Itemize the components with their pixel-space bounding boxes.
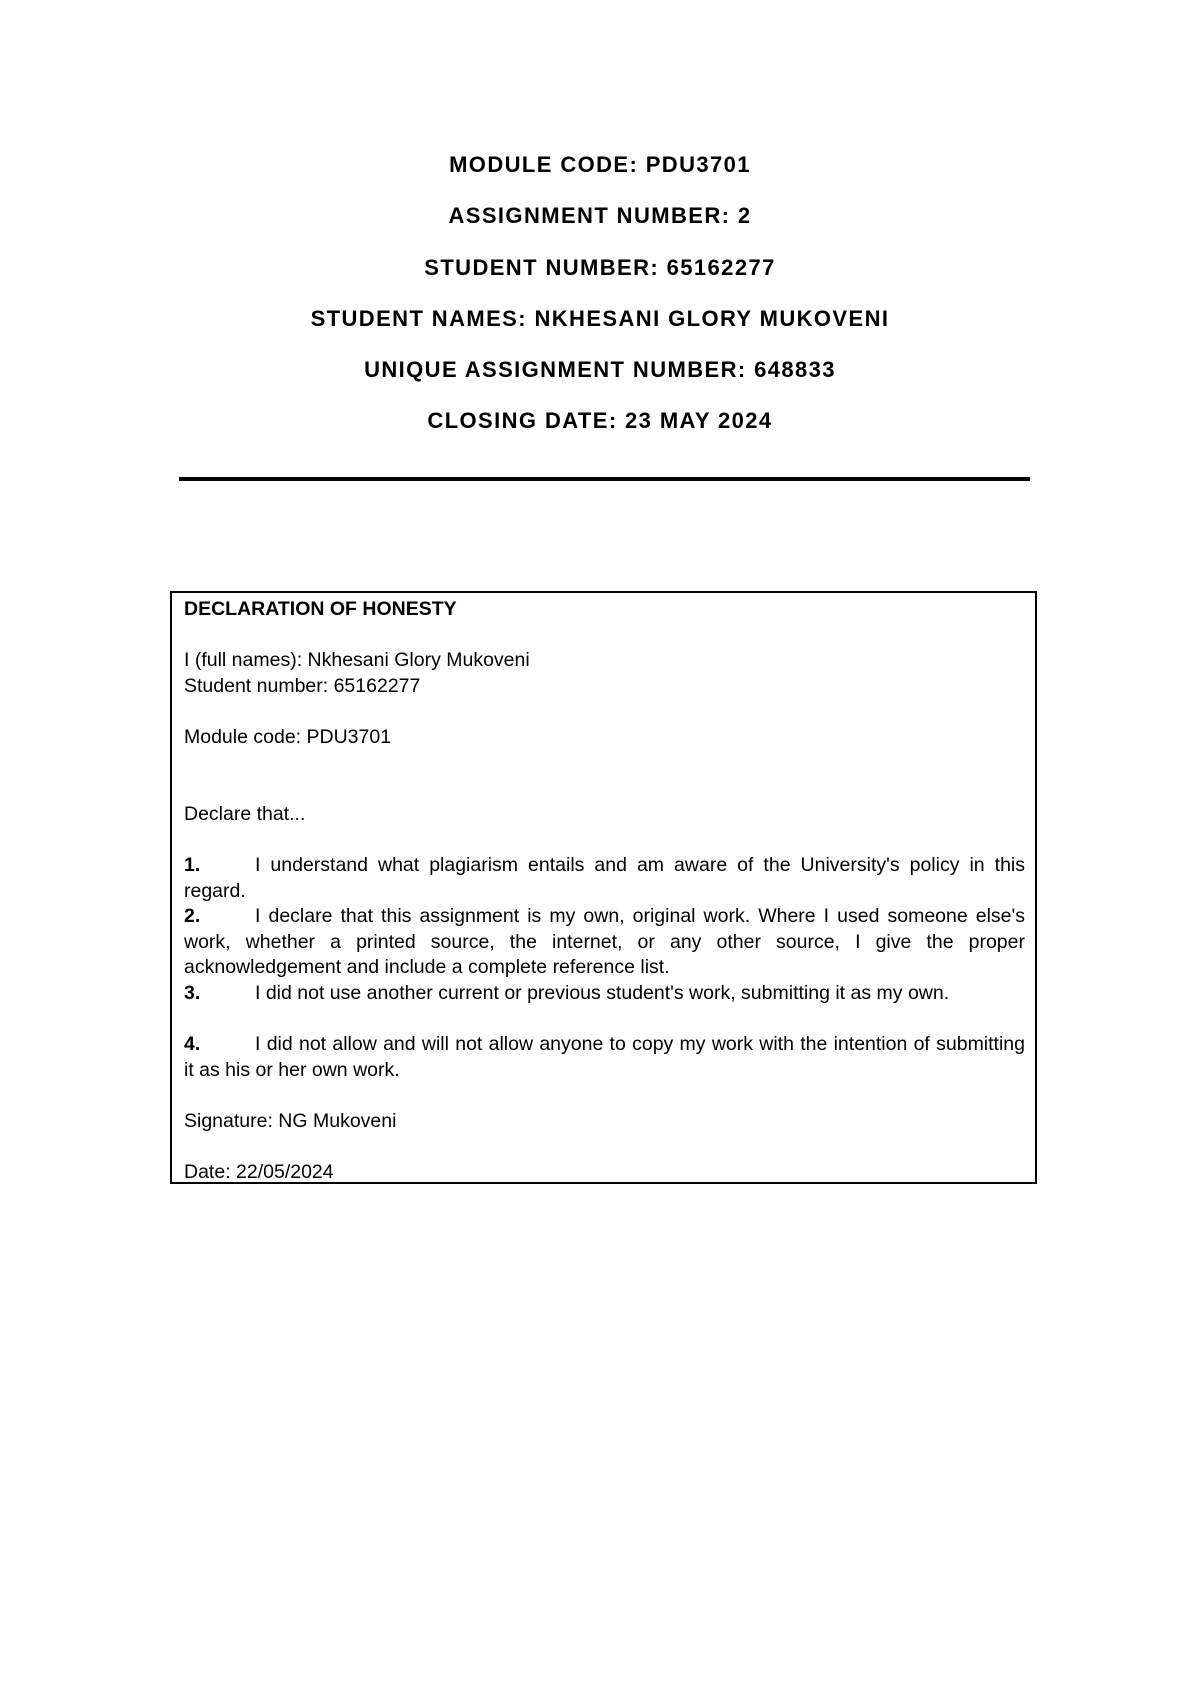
student-number-line: Student number: 65162277 (184, 675, 421, 697)
declaration-item-text: I did not use another current or previous student's work, submitting it as my own. (255, 982, 950, 1004)
declaration-item-number: 2. (184, 905, 201, 927)
assignment-number-heading: ASSIGNMENT NUMBER: 2 (448, 203, 752, 228)
module-code-line: Module code: PDU3701 (184, 726, 392, 748)
declaration-item-text: I did not allow and will not allow anyone to copy my work with the intention of submitting it as his or her own work. (184, 1033, 1025, 1081)
declaration-item-3 (184, 981, 1025, 1007)
student-names-heading: STUDENT NAMES: NKHESANI GLORY MUKOVENI (310, 306, 890, 331)
declare-that-line: Declare that... (184, 803, 306, 825)
horizontal-divider (179, 477, 1030, 481)
declaration-item-2 (184, 904, 1025, 981)
declaration-item-1 (184, 853, 1025, 904)
declaration-item-number: 4. (184, 1033, 201, 1055)
declaration-item-text: I declare that this assignment is my own, original work. Where I used someone else's work, whether a printed source, the internet, or any other source, I give the proper acknowledgement and include a complete reference list. (184, 905, 1025, 979)
declaration-item-number: 1. (184, 854, 201, 876)
declaration-title: DECLARATION OF HONESTY (184, 598, 457, 620)
date-line: Date: 22/05/2024 (184, 1161, 334, 1183)
declaration-of-honesty-box (170, 591, 1037, 1184)
full-names-line: I (full names): Nkhesani Glory Mukoveni (184, 649, 530, 671)
declaration-item-text: I understand what plagiarism entails and am aware of the University's policy in this regard. (184, 854, 1025, 902)
module-code-heading: MODULE CODE: PDU3701 (449, 152, 751, 177)
declaration-item-4 (184, 1032, 1025, 1083)
closing-date-heading: CLOSING DATE: 23 MAY 2024 (427, 408, 773, 433)
unique-assignment-number-heading: UNIQUE ASSIGNMENT NUMBER: 648833 (364, 357, 836, 382)
student-number-heading: STUDENT NUMBER: 65162277 (424, 255, 776, 280)
signature-line: Signature: NG Mukoveni (184, 1110, 397, 1132)
declaration-item-number: 3. (184, 982, 201, 1004)
